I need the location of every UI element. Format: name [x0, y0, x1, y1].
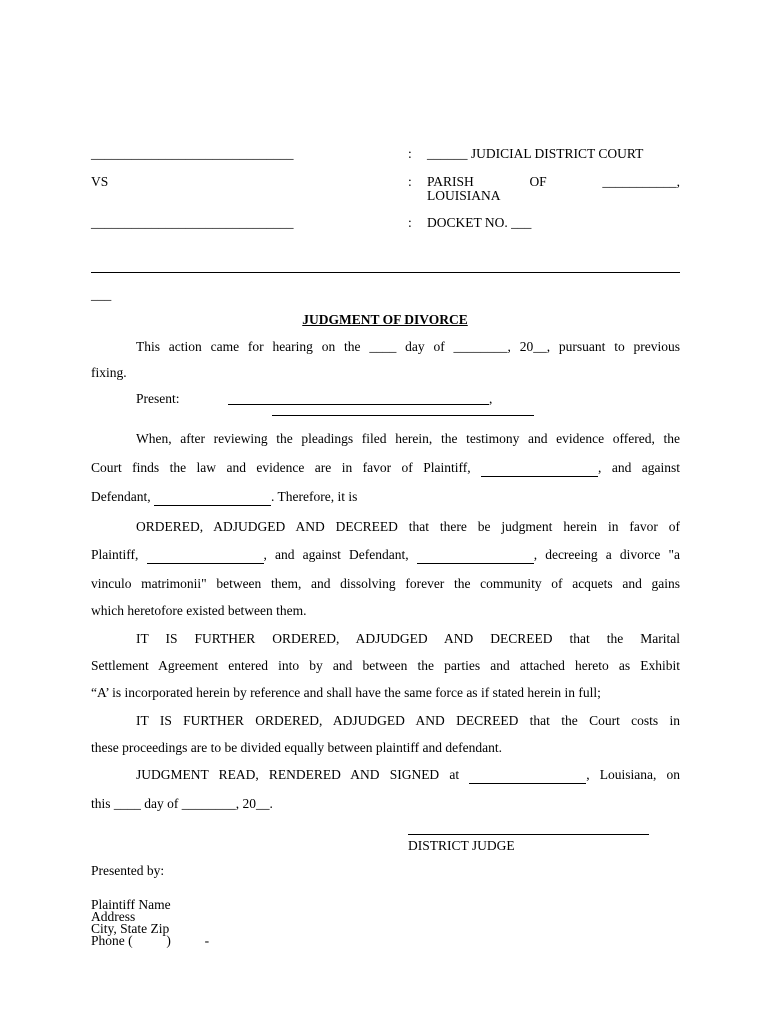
hearing-line: This action came for hearing on the ____ day of ________, 20__, pursuant to previous	[136, 339, 680, 354]
versus-label: VS	[91, 174, 109, 189]
defendant-name-line: ______________________________	[91, 215, 294, 230]
presented-by-label: Presented by:	[91, 863, 165, 878]
decree-text: , and against Defendant,	[263, 547, 409, 562]
signing-line: this ____ day of ________, 20__.	[91, 796, 273, 811]
presenter-address: Address	[91, 909, 136, 924]
settlement-line: IT IS FURTHER ORDERED, ADJUDGED AND DECREED that the Marital	[136, 631, 680, 646]
signing-text: JUDGMENT READ, RENDERED AND SIGNED at	[136, 767, 460, 782]
settlement-line: Settlement Agreement entered into by and between the parties and attached hereto as Exhibit	[91, 658, 680, 673]
findings-text: , and against	[598, 460, 681, 475]
caption-colon: :	[408, 174, 412, 189]
parish-blank: ___________,	[602, 174, 680, 189]
hearing-line-end: fixing.	[91, 365, 127, 380]
findings-line	[91, 460, 680, 477]
court-name: ______ JUDICIAL DISTRICT COURT	[427, 146, 644, 161]
presenter-block	[91, 899, 209, 947]
location-blank	[469, 767, 586, 784]
caption-colon: :	[408, 215, 412, 230]
caption-colon: :	[408, 146, 412, 161]
judge-signature-line	[408, 834, 649, 835]
findings-text: Defendant,	[91, 489, 151, 504]
plaintiff-blank	[147, 547, 264, 564]
document-title: JUDGMENT OF DIVORCE	[302, 312, 468, 327]
presenter-phone: Phone ( ) -	[91, 933, 210, 948]
settlement-line: “A’ is incorporated herein by reference and shall have the same force as if stated herein in full;	[91, 685, 601, 700]
presenter-city: City, State Zip	[91, 921, 170, 936]
judge-label: DISTRICT JUDGE	[408, 838, 515, 853]
defendant-blank	[417, 547, 534, 564]
state-name: LOUISIANA	[427, 188, 501, 203]
present-label: Present:	[136, 391, 180, 406]
parish-word: PARISH	[427, 174, 474, 189]
separator-tail: ___	[91, 287, 112, 302]
findings-text: . Therefore, it is	[270, 489, 358, 504]
decree-line: which heretofore existed between them.	[91, 603, 307, 618]
signing-line	[136, 767, 680, 784]
of-word: OF	[529, 174, 547, 189]
decree-text: , decreeing a divorce "a	[533, 547, 680, 562]
decree-line	[91, 547, 680, 564]
plaintiff-blank	[481, 460, 598, 477]
decree-line: ORDERED, ADJUDGED AND DECREED that there be judgment herein in favor of	[136, 519, 680, 534]
signing-text: , Louisiana, on	[586, 767, 680, 782]
costs-line: IT IS FURTHER ORDERED, ADJUDGED AND DECREED that the Court costs in	[136, 713, 680, 728]
costs-line: these proceedings are to be divided equally between plaintiff and defendant.	[91, 740, 502, 755]
findings-text: Court finds the law and evidence are in favor of Plaintiff,	[91, 460, 471, 475]
defendant-blank	[154, 489, 271, 506]
caption-separator	[91, 272, 680, 273]
decree-text: Plaintiff,	[91, 547, 139, 562]
present-comma: ,	[489, 391, 493, 406]
docket-number: DOCKET NO. ___	[427, 215, 532, 230]
plaintiff-name-line: ______________________________	[91, 146, 294, 161]
findings-line: When, after reviewing the pleadings filed herein, the testimony and evidence offered, the	[136, 431, 680, 446]
present-signature-line-2	[272, 415, 534, 416]
presenter-name: Plaintiff Name	[91, 897, 171, 912]
decree-line: vinculo matrimonii" between them, and dissolving forever the community of acquets and gains	[91, 576, 680, 591]
findings-line	[91, 489, 357, 506]
present-signature-line	[228, 404, 489, 405]
